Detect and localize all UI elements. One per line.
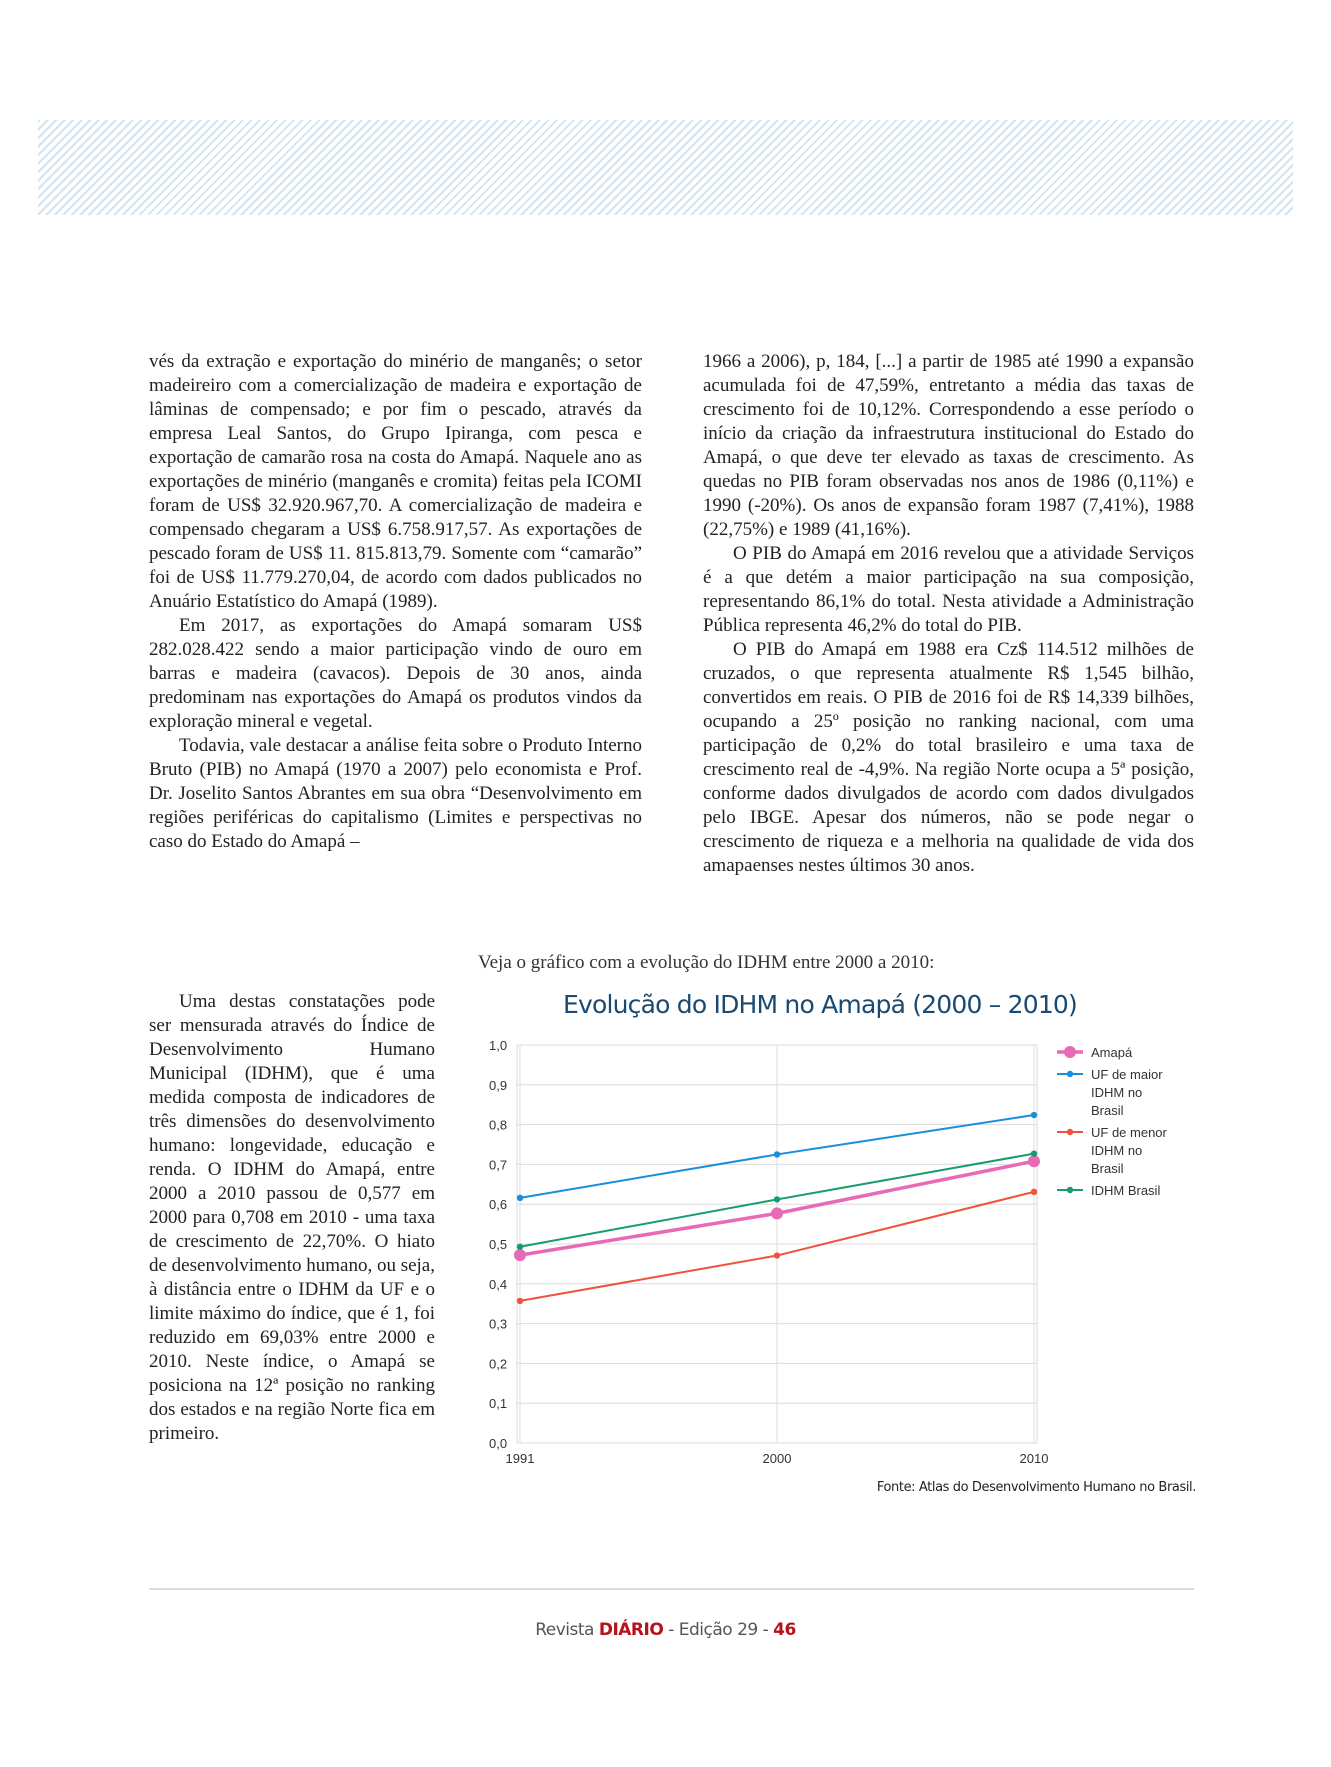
footer-prefix: Revista	[535, 1620, 599, 1640]
paragraph: Em 2017, as exportações do Amapá somaram US$ 282.028.422 sendo a maior participação vindo de ouro em barras e madeira (cavacos). Depois de 30 anos, ainda predominam nas exportações do Amapá os produtos vindos da exploração mineral e vegetal.	[149, 615, 642, 732]
data-point	[514, 1249, 526, 1261]
legend-label: Amapá	[1091, 1045, 1133, 1060]
footer-brand: DIÁRIO	[598, 1620, 664, 1640]
y-tick-label: 0,0	[489, 1436, 508, 1451]
paragraph: O PIB do Amapá em 2016 revelou que a atividade Serviços é a que detém a maior participação na sua composição, representando 86,1% do total. Nesta atividade a Administração Pública representa 46,2% do total do PIB.	[703, 543, 1194, 636]
article-column-right	[703, 350, 1194, 878]
data-point	[771, 1207, 783, 1219]
y-tick-label: 0,2	[489, 1356, 508, 1372]
paragraph: O PIB do Amapá em 1988 era Cz$ 114.512 milhões de cruzados, o que representa atualmente R$ 1,545 bilhão, convertidos em reais. O PIB de 2016 foi de R$ 14,339 bilhões, ocupando a 25º posição no ranking nacional, com uma participação de 0,2% do total brasileiro e uma taxa de crescimento real de -4,9%. Na região Norte ocupa a 5ª posição, conforme dados divulgados de acordo com dados divulgados pelo IBGE. Apesar dos números, não se pode negar o crescimento de riqueza e a melhoria na qualidade de vida dos amapaenses nestes últimos 30 anos.	[703, 639, 1194, 876]
footer-edition: - Edição 29 -	[663, 1620, 774, 1640]
page-number: 46	[773, 1620, 796, 1640]
paragraph: Uma destas constatações pode ser mensurada através do Índice de Desenvolvimento Humano Municipal (IDHM), que é uma medida composta de indicadores de três dimensões do desenvolvimento humano: longevidade, educação e renda. O IDHM do Amapá, entre 2000 a 2010 passou de 0,577 em 2000 para 0,708 em 2010 - uma taxa de crescimento de 22,70%. O hiato de desenvolvimento humano, ou seja, à distância entre o IDHM da UF e o limite máximo do índice, que é 1, foi reduzido em 69,03% entre 2000 e 2010. Neste índice, o Amapá se posiciona na 12ª posição no ranking dos estados e na região Norte fica em primeiro.	[149, 991, 435, 1444]
legend-swatch-point	[1067, 1187, 1073, 1193]
article-column-side	[149, 990, 435, 1446]
y-tick-label: 0,6	[489, 1197, 508, 1213]
idhm-line-chart	[465, 1030, 1210, 1480]
data-point	[517, 1244, 523, 1250]
y-tick-label: 0,7	[489, 1157, 508, 1173]
legend-label: UF de menor IDHM no Brasil	[1091, 1125, 1167, 1176]
paragraph: 1966 a 2006), p, 184, [...] a partir de 1985 até 1990 a expansão acumulada foi de 47,59%, entretanto a média das taxas de crescimento foi de 10,12%. Correspondendo a esse período o início da criação da infraestrutura institucional do Estado do Amapá, o que deve ter elevado as taxas de crescimento. As quedas no PIB foram observadas nos anos de 1986 (0,11%) e 1990 (-20%). Os anos de expansão foram 1987 (7,41%), 1988 (22,75%) e 1989 (41,16%).	[703, 351, 1194, 540]
y-tick-label: 0,1	[489, 1396, 508, 1412]
y-tick-label: 0,4	[489, 1276, 508, 1292]
x-tick-label: 1991	[505, 1451, 535, 1466]
legend-label: UF de maior IDHM no Brasil	[1091, 1067, 1163, 1118]
x-tick-label: 2000	[762, 1451, 792, 1466]
data-point	[1031, 1189, 1037, 1195]
data-point	[1031, 1112, 1037, 1118]
data-point	[774, 1196, 780, 1202]
header-hatch-pattern	[38, 120, 1293, 215]
legend-label: IDHM Brasil	[1091, 1183, 1161, 1198]
y-tick-label: 0,8	[489, 1117, 508, 1133]
legend-swatch-point	[1067, 1071, 1073, 1077]
legend-swatch-point	[1064, 1046, 1076, 1058]
legend-swatch-point	[1067, 1129, 1073, 1135]
data-point	[517, 1195, 523, 1201]
chart-intro: Veja o gráfico com a evolução do IDHM entre 2000 a 2010:	[478, 952, 935, 973]
y-tick-label: 1,0	[489, 1038, 508, 1053]
chart-title: Evolução do IDHM no Amapá (2000 – 2010)	[563, 990, 1077, 1019]
data-point	[1031, 1150, 1037, 1156]
page-footer	[0, 1620, 1331, 1640]
paragraph: vés da extração e exportação do minério de manganês; o setor madeireiro com a comercialização de madeira e exportação de lâminas de compensado; e por fim o pescado, através da empresa Leal Santos, do Grupo Ipiranga, com pesca e exportação de camarão rosa na costa do Amapá. Naquele ano as exportações de minério (manganês e cromita) feitas pela ICOMI foram de US$ 32.920.967,70. A comercialização de madeira e compensado chegaram a US$ 6.758.917,57. As exportações de pescado foram de US$ 11. 815.813,79. Somente com “camarão” foi de US$ 11.779.270,04, de acordo com dados publicados no Anuário Estatístico do Amapá (1989).	[149, 351, 642, 612]
x-tick-label: 2010	[1019, 1451, 1049, 1466]
article-column-left	[149, 350, 642, 854]
y-tick-label: 0,9	[489, 1077, 508, 1093]
data-point	[517, 1298, 523, 1304]
data-point	[1028, 1155, 1040, 1167]
data-point	[774, 1151, 780, 1157]
chart-source: Fonte: Atlas do Desenvolvimento Humano no Brasil.	[876, 1480, 1196, 1495]
y-tick-label: 0,5	[489, 1237, 508, 1252]
paragraph: Todavia, vale destacar a análise feita sobre o Produto Interno Bruto (PIB) no Amapá (1970 a 2007) pelo economista e Prof. Dr. Joselito Santos Abrantes em sua obra “Desenvolvimento em regiões periféricas do capitalismo (Limites e perspectivas no caso do Estado do Amapá –	[149, 735, 642, 852]
data-point	[774, 1252, 780, 1258]
y-tick-label: 0,3	[489, 1316, 508, 1332]
footer-divider	[149, 1588, 1194, 1590]
